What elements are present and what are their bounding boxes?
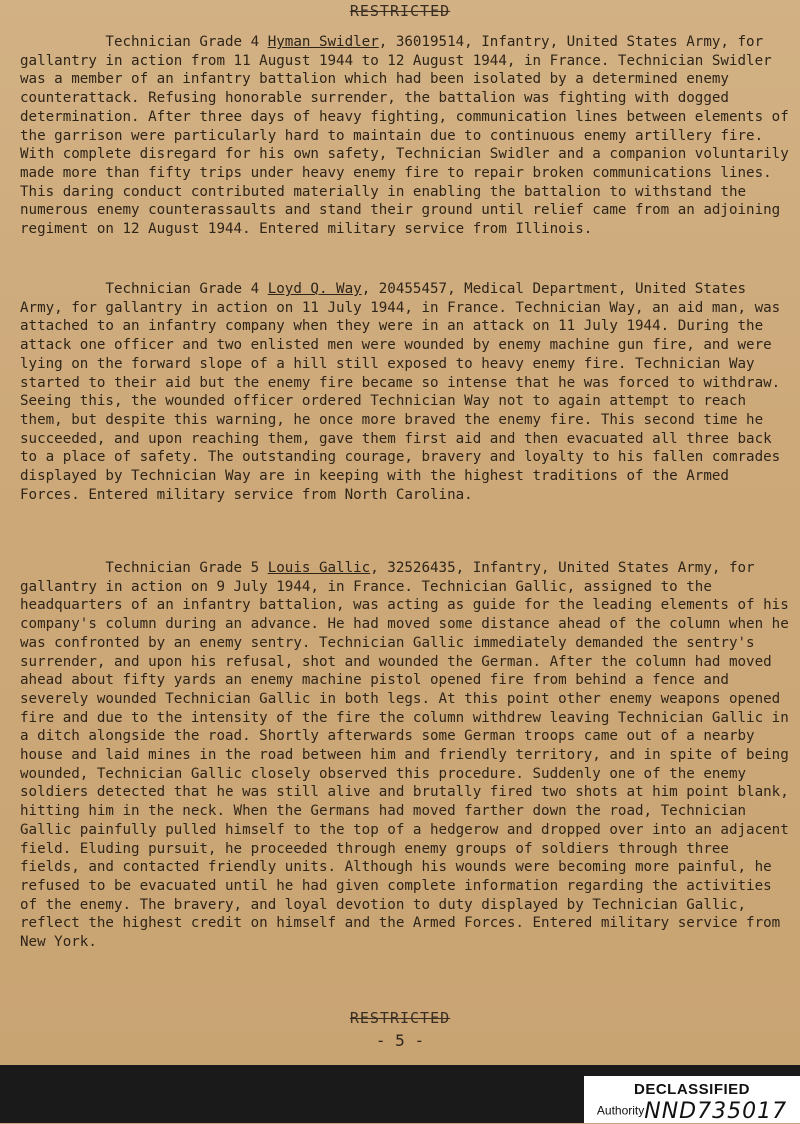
page-number: - 5 - [375, 1031, 425, 1050]
citation-prefix: Technician Grade 5 [105, 560, 268, 576]
authority-code: NND735017 [644, 1099, 788, 1124]
citation-paragraph-gallic [20, 559, 798, 952]
citation-text: , 32526435, Infantry, United States Army, for gallantry in action on 9 July 1944, in France. Technician Gallic, assigned to the headquarters of an infantry battalion, was acting as guide for the leading elements of his company's column during an advance. He had moved some distance ahead of the column when he was confronted by an enemy sentry. Technician Gallic immediately demanded the sentry's surrender, and upon his refusal, shot and wounded the German. After the column had moved ahead about fifty yards an enemy machine pistol opened fire from behind a fence and severely wounded Technician Gallic in both legs. At this point other enemy weapons opened fire and due to the intensity of the fire the column withdrew leaving Technician Gallic in a ditch alongside the road. Shortly afterwards some German troops came out of a nearby house and laid mines in the road between him and friendly territory, and in spite of being wounded, Technician Gallic closely observed this procedure. Suddenly one of the enemy soldiers detected that he was still alive and brutally fired two shots at him point blank, hitting him in the neck. When the Germans had moved farther down the road, Technician Gallic painfully pulled himself to the top of a hedgerow and dropped over into an adjacent field. Eluding pursuit, he proceeded through enemy groups of soldiers through three fields, and contacted friendly units. Although his wounds were becoming more painful, he refused to be evacuated until he had given complete information regarding the activities of the enemy. The bravery, and loyal devotion to duty displayed by Technician Gallic, reflect the highest credit on himself and the Armed Forces. Entered military service from New York. [20, 560, 798, 951]
scan-border [0, 1065, 800, 1123]
citation-prefix: Technician Grade 4 [105, 34, 268, 50]
declassified-title: DECLASSIFIED [633, 1081, 750, 1098]
citation-text: , 20455457, Medical Department, United States Army, for gallantry in action on 11 July 1944, in France. Technician Way, an aid man, was attached to an infantry company when they were in an attack on 11 July 1944. During the attack one officer and two enlisted men were wounded by enemy machine gun fire, and were lying on the forward slope of a hill still exposed to heavy enemy fire. Technician Way started to their aid but the enemy fire became so intense that he was forced to withdraw. Seeing this, the wounded officer ordered Technician Way not to again attempt to reach them, but despite this warning, he once more braved the enemy fire. This second time he succeeded, and upon reaching them, gave them first aid and then evacuated all three back to a place of safety. The outstanding courage, bravery and loyalty to his fallen comrades displayed by Technician Way are in keeping with the highest traditions of the Armed Forces. Entered military service from North Carolina. [20, 281, 789, 503]
restricted-stamp-bottom: RESTRICTED [349, 1009, 451, 1027]
citation-text: , 36019514, Infantry, United States Army, for gallantry in action from 11 August 1944 to 12 August 1944, in France. Technician Swidler was a member of an infantry battalion which had been isolated by a determined enemy counterattack. Refusing honorable surrender, the battalion was fighting with dogged determination. After three days of heavy fighting, communication lines between elements of the garrison were particularly hard to maintain due to continuous enemy artillery fire. With complete disregard for his own safety, Technician Swidler and a companion voluntarily made more than fifty trips under heavy enemy fire to repair broken communications lines. This daring conduct contributed materially in enabling the battalion to withstand the numerous enemy counterassaults and stand their ground until relief came from an adjoining regiment on 12 August 1944. Entered military service from Illinois. [20, 34, 798, 238]
paragraph-indent [20, 34, 105, 50]
citation-paragraph-swidler [20, 33, 798, 239]
authority-label: Authority [596, 1103, 645, 1118]
restricted-stamp-top: RESTRICTED [349, 2, 451, 20]
authority-line [584, 1099, 800, 1124]
citation-prefix: Technician Grade 4 [105, 281, 268, 297]
declassified-stamp [584, 1076, 800, 1123]
paragraph-indent [20, 281, 105, 297]
paragraph-indent [20, 560, 105, 576]
citation-name: Loyd Q. Way [267, 281, 362, 297]
citation-name: Hyman Swidler [267, 34, 379, 50]
citation-name: Louis Gallic [267, 560, 371, 576]
citation-paragraph-way [20, 280, 790, 504]
